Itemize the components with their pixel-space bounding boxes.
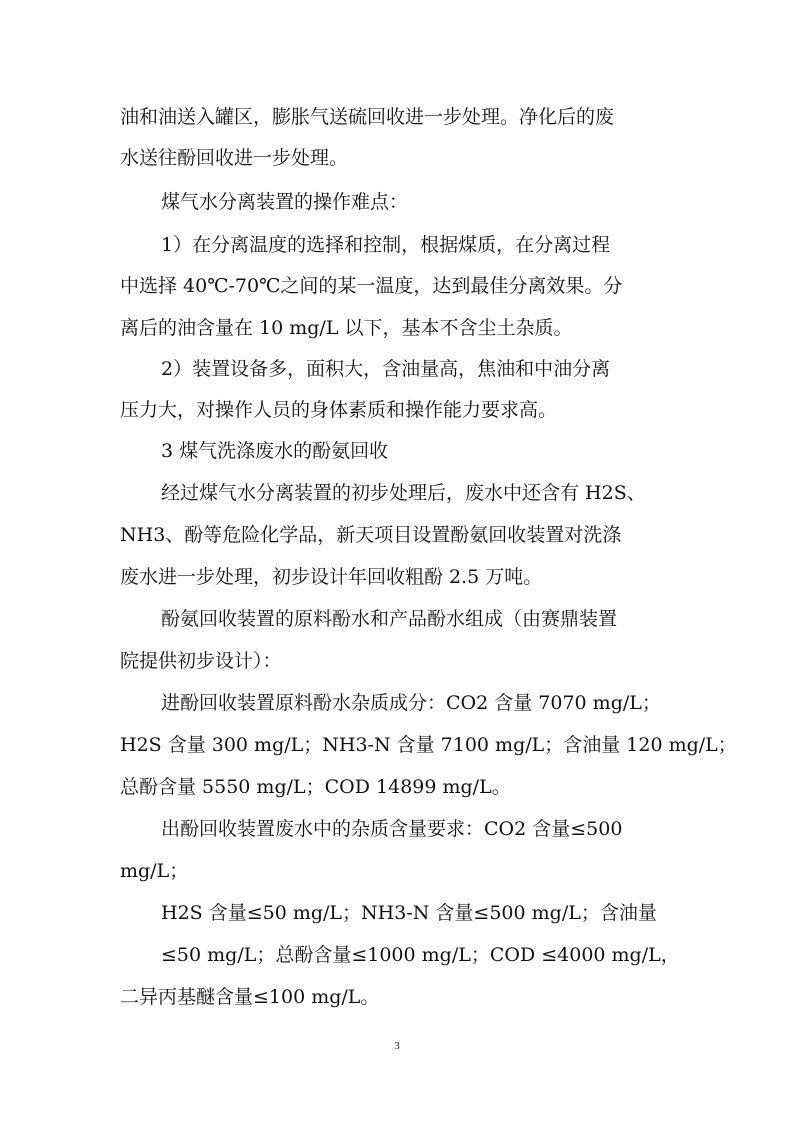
body-text-line: 院提供初步设计）：: [120, 650, 282, 672]
section-heading: 3 煤气洗涤废水的酚氨回收: [161, 440, 389, 462]
body-text-line: 中选择 40℃-70℃之间的某一温度，达到最佳分离效果。分: [120, 275, 623, 297]
body-text-line: 油和油送入罐区，膨胀气送硫回收进一步处理。净化后的废: [120, 106, 615, 128]
body-text-line: 水送往酚回收进一步处理。: [120, 147, 349, 169]
body-text-line: 二异丙基醚含量≤100 mg/L。: [120, 986, 380, 1008]
body-text-line: 出酚回收装置废水中的杂质含量要求：CO2 含量≤500: [161, 818, 623, 840]
body-text-line: 废水进一步处理，初步设计年回收粗酚 2.5 万吨。: [120, 566, 543, 588]
page-number: 3: [394, 1040, 400, 1052]
body-text-line: 离后的油含量在 10 mg/L 以下，基本不含尘土杂质。: [120, 317, 573, 339]
body-text-line: 经过煤气水分离装置的初步处理后，废水中还含有 H2S、: [161, 482, 646, 504]
body-text-line: 2）装置设备多，面积大，含油量高，焦油和中油分离: [161, 358, 611, 380]
body-text-line: 1）在分离温度的选择和控制，根据煤质，在分离过程: [161, 234, 611, 256]
body-text-line: 进酚回收装置原料酚水杂质成分：CO2 含量 7070 mg/L；: [161, 692, 661, 714]
body-text-line: ≤50 mg/L；总酚含量≤1000 mg/L；COD ≤4000 mg/L，: [161, 944, 680, 966]
body-text-line: H2S 含量 300 mg/L；NH3-N 含量 7100 mg/L；含油量 120 mg/L；: [120, 734, 737, 756]
body-text-line: 煤气水分离装置的操作难点：: [161, 191, 409, 213]
body-text-line: NH3、酚等危险化学品，新天项目设置酚氨回收装置对洗涤: [120, 524, 622, 546]
body-text-line: 压力大，对操作人员的身体素质和操作能力要求高。: [120, 399, 558, 421]
body-text-line: 总酚含量 5550 mg/L；COD 14899 mg/L。: [120, 776, 511, 798]
body-text-line: mg/L；: [120, 860, 189, 882]
body-text-line: 酚氨回收装置的原料酚水和产品酚水组成（由赛鼎装置: [161, 608, 618, 630]
body-text-line: H2S 含量≤50 mg/L；NH3-N 含量≤500 mg/L；含油量: [161, 902, 657, 924]
